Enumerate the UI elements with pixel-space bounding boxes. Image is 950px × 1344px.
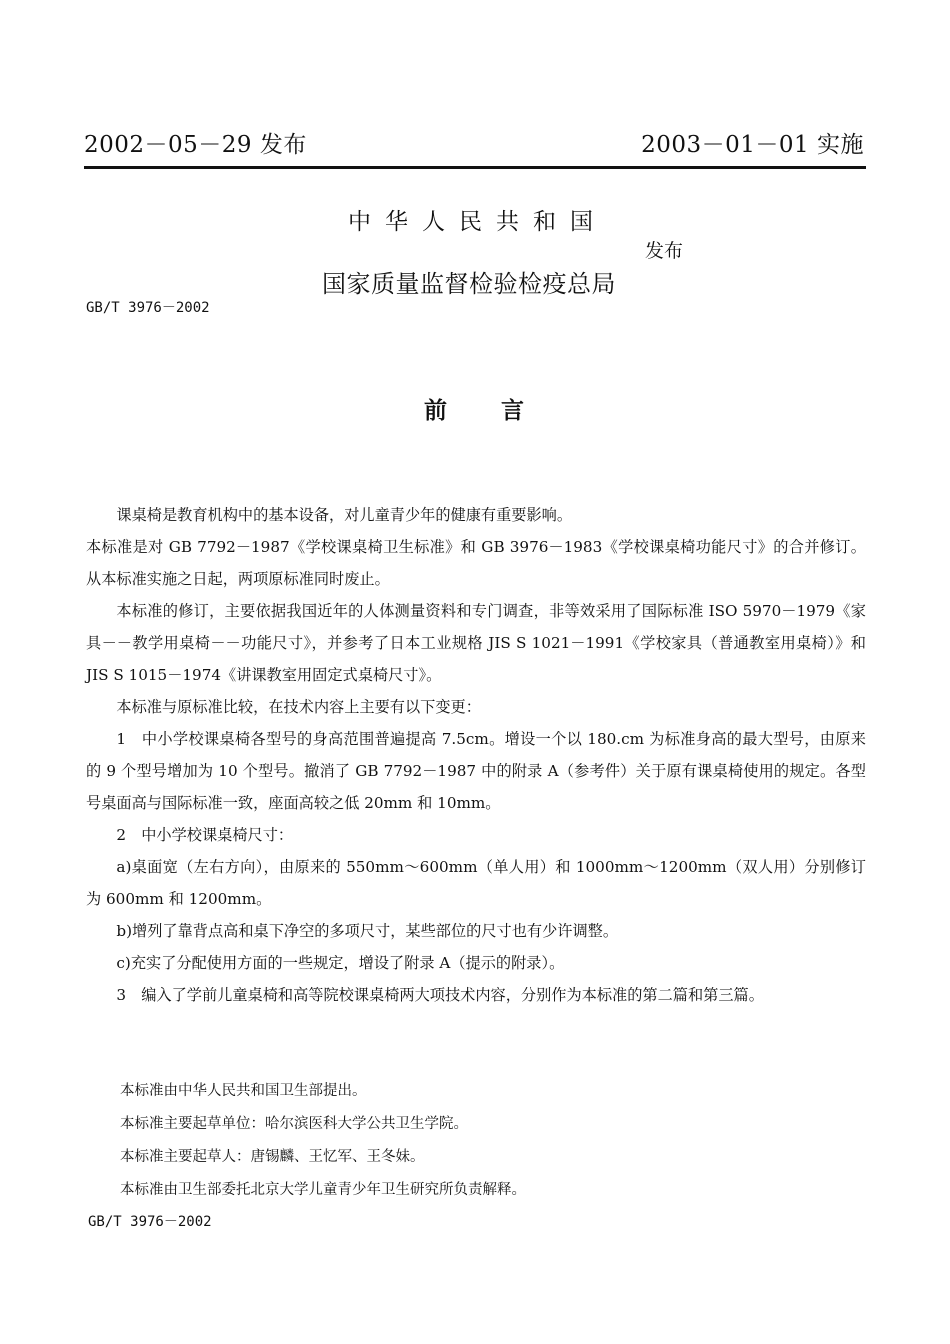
issuer-verb: 发布: [645, 240, 684, 262]
paragraph: 1 中小学校课桌椅各型号的身高范围普遍提高 7.5cm。增设一个以 180.cm 为标准身高的最大型号，由原来的 9 个型号增加为 10 个型号。撤消了 GB 7792－1987 中的附录 A（参考件）关于原有课桌椅使用的规定。各型号桌面高与国际标准一致，座面高较之低 20mm 和 10mm。: [86, 730, 866, 812]
foreword-body: [86, 499, 866, 1011]
issuer-line-2: 国家质量监督检验检疫总局: [322, 270, 616, 298]
paragraph: 本标准的修订，主要依据我国近年的人体测量资料和专门调查，非等效采用了国际标准 ISO 5970－1979《家具－－教学用桌椅－－功能尺寸》，并参考了日本工业规格 JIS S 1021－1991《学校家具（普通教室用桌椅）》和 JIS S 1015－1974《讲课教室用固定式桌椅尺寸》。: [86, 602, 866, 684]
header-divider: [84, 166, 866, 169]
closing-notes: [120, 1075, 820, 1207]
paragraph: 本标准与原标准比较，在技术内容上主要有以下变更：: [116, 698, 481, 716]
paragraph: 本标准是对 GB 7792－1987《学校课桌椅卫生标准》和 GB 3976－1983《学校课桌椅功能尺寸》的合并修订。从本标准实施之日起，两项原标准同时废止。: [86, 538, 866, 588]
paragraph: 2 中小学校课桌椅尺寸：: [116, 826, 294, 844]
effective-date: 2003－01－01 实施: [641, 132, 864, 158]
closing-line: 本标准主要起草单位：哈尔滨医科大学公共卫生学院。: [120, 1116, 468, 1132]
foreword-title: 前言: [424, 398, 578, 424]
paragraph: b)增列了靠背点高和桌下净空的多项尺寸，某些部位的尺寸也有少许调整。: [116, 922, 619, 940]
standard-code-bottom: GB/T 3976－2002: [88, 1214, 212, 1230]
paragraph: 3 编入了学前儿童桌椅和高等院校课桌椅两大项技术内容，分别作为本标准的第二篇和第三篇。: [116, 986, 764, 1004]
paragraph: 课桌椅是教育机构中的基本设备，对儿童青少年的健康有重要影响。: [116, 506, 573, 524]
closing-line: 本标准由中华人民共和国卫生部提出。: [120, 1083, 367, 1099]
closing-line: 本标准主要起草人：唐锡麟、王忆军、王冬妹。: [120, 1149, 425, 1165]
publish-date: 2002－05－29 发布: [84, 132, 307, 158]
standard-code-top: GB/T 3976－2002: [86, 300, 210, 316]
issuer-line-1: 中华人民共和国: [348, 209, 607, 235]
closing-line: 本标准由卫生部委托北京大学儿童青少年卫生研究所负责解释。: [120, 1182, 526, 1198]
paragraph: a)桌面宽（左右方向），由原来的 550mm～600mm（单人用）和 1000mm～1200mm（双人用）分别修订为 600mm 和 1200mm。: [86, 858, 866, 908]
paragraph: c)充实了分配使用方面的一些规定，增设了附录 A（提示的附录）。: [116, 954, 565, 972]
